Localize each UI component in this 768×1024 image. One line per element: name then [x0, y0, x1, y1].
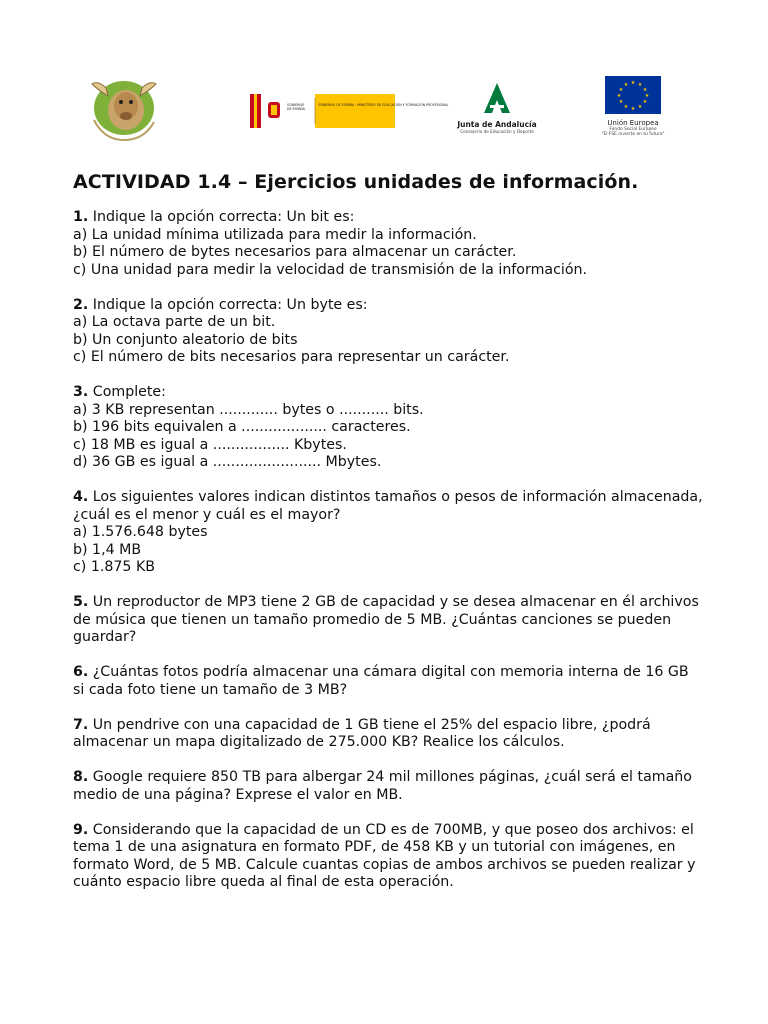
exercise-number: 6.: [73, 664, 89, 680]
exercise-option: c) El número de bits necesarios para representar un carácter.: [73, 349, 510, 365]
exercise-option: b) 196 bits equivalen a ................... caracteres.: [73, 419, 411, 435]
eu-logo: [588, 76, 678, 146]
svg-text:★: ★: [642, 99, 648, 105]
exercise-question: Indique la opción correcta: Un bit es:: [92, 209, 355, 225]
junta-emblem-icon: [482, 82, 512, 114]
exercise-number: 8.: [73, 769, 89, 785]
exercise-question: Indique la opción correcta: Un byte es:: [92, 296, 368, 313]
exercise-number: 1.: [73, 209, 89, 225]
exercise-number: 2.: [73, 296, 89, 313]
exercise-option: c) Una unidad para medir la velocidad de transmisión de la información.: [73, 261, 588, 278]
exercise-8: [73, 769, 703, 804]
exercise-5: [73, 594, 703, 647]
exercise-list: [73, 209, 703, 909]
exercise-question-cont: ¿cuál es el menor y cuál es el mayor?: [73, 506, 341, 523]
eu-subtitle: Fondo Social Europeo: [609, 127, 657, 132]
eu-flag-icon: [605, 76, 661, 114]
exercise-option: a) La octava parte de un bit.: [73, 314, 276, 330]
exercise-question: Los siguientes valores indican distintos tamaños o pesos de información almacenada,: [92, 489, 703, 505]
exercise-option: b) El número de bytes necesarios para almacenar un carácter.: [73, 244, 517, 260]
junta-logo: [455, 82, 539, 140]
exercise-option: a) La unidad mínima utilizada para medir la información.: [73, 226, 477, 243]
svg-text:★: ★: [637, 82, 643, 88]
exercise-question: Google requiere 850 TB para albergar 24 mil millones páginas, ¿cuál será el tamaño medio de una página? Exprese el valor en MB.: [73, 769, 692, 803]
svg-text:★: ★: [642, 87, 648, 93]
svg-text:★: ★: [616, 93, 622, 99]
exercise-3: [73, 384, 703, 472]
exercise-option: d) 36 GB es igual a ........................ Mbytes.: [73, 454, 382, 470]
exercise-option: a) 3 KB representan ............. bytes o ........... bits.: [73, 401, 424, 418]
gobierno-text: GOBIERNO DE ESPAÑA: [287, 103, 305, 111]
exercise-number: 7.: [73, 716, 89, 733]
exercise-option: b) 1,4 MB: [73, 541, 142, 558]
exercise-number: 5.: [73, 594, 89, 610]
svg-text:★: ★: [637, 104, 643, 110]
school-logo: [84, 78, 160, 144]
svg-text:★: ★: [623, 104, 629, 110]
exercise-option: c) 1.875 KB: [73, 559, 156, 575]
junta-subtitle: Consejería de Educación y Deporte: [460, 129, 534, 134]
exercise-number: 3.: [73, 384, 89, 400]
exercise-2: [73, 297, 703, 367]
junta-title: Junta de Andalucía: [457, 120, 537, 129]
svg-text:★: ★: [630, 80, 636, 86]
exercise-question: Un reproductor de MP3 tiene 2 GB de capacidad y se desea almacenar en él archivos de música que tienen un tamaño promedio de 5 MB. ¿Cuántas canciones se pueden guardar?: [73, 594, 699, 645]
ministerio-text: GOBIERNO DE ESPAÑA · MINISTERIO DE EDUCACIÓN Y FORMACIÓN PROFESIONAL: [318, 103, 449, 107]
exercise-4: [73, 489, 703, 577]
svg-text:★: ★: [623, 82, 629, 88]
eu-motto: "El FSE invierte en tu futuro": [601, 132, 665, 137]
exercise-6: [73, 664, 703, 699]
exercise-7: [73, 717, 703, 752]
exercise-question: Un pendrive con una capacidad de 1 GB tiene el 25% del espacio libre, ¿podrá almacenar un mapa digitalizado de 275.000 KB? Realice los cálculos.: [73, 716, 651, 750]
header-logos: [0, 70, 768, 150]
exercise-9: [73, 822, 703, 892]
exercise-question: Complete:: [92, 384, 166, 400]
page-title: ACTIVIDAD 1.4 – Ejercicios unidades de información.: [73, 171, 639, 193]
gobierno-espana-icon: [250, 94, 395, 128]
exercise-number: 4.: [73, 489, 89, 505]
svg-text:★: ★: [644, 93, 650, 99]
exercise-question: Considerando que la capacidad de un CD es de 700MB, y que poseo dos archivos: el tema 1 de una asignatura en formato PDF, de 458 KB y un tutorial con imágenes, en formato Word, de 5 MB. Calcule cuantas copias de ambos archivos se pueden realizar y cuánto espacio libre queda al final de esta operación.: [73, 821, 696, 890]
svg-text:★: ★: [630, 106, 636, 112]
eu-title: Unión Europea: [607, 119, 659, 127]
svg-text:★: ★: [618, 99, 624, 105]
exercise-question: ¿Cuántas fotos podría almacenar una cámara digital con memoria interna de 16 GB si cada foto tiene un tamaño de 3 MB?: [73, 664, 689, 698]
exercise-number: 9.: [73, 821, 89, 838]
gobierno-logo: [250, 94, 449, 128]
exercise-option: b) Un conjunto aleatorio de bits: [73, 331, 298, 348]
exercise-1: [73, 209, 703, 279]
svg-text:★: ★: [618, 87, 624, 93]
exercise-option: a) 1.576.648 bytes: [73, 524, 208, 540]
exercise-option: c) 18 MB es igual a ................. Kbytes.: [73, 436, 347, 453]
school-emblem-icon: [84, 78, 160, 144]
